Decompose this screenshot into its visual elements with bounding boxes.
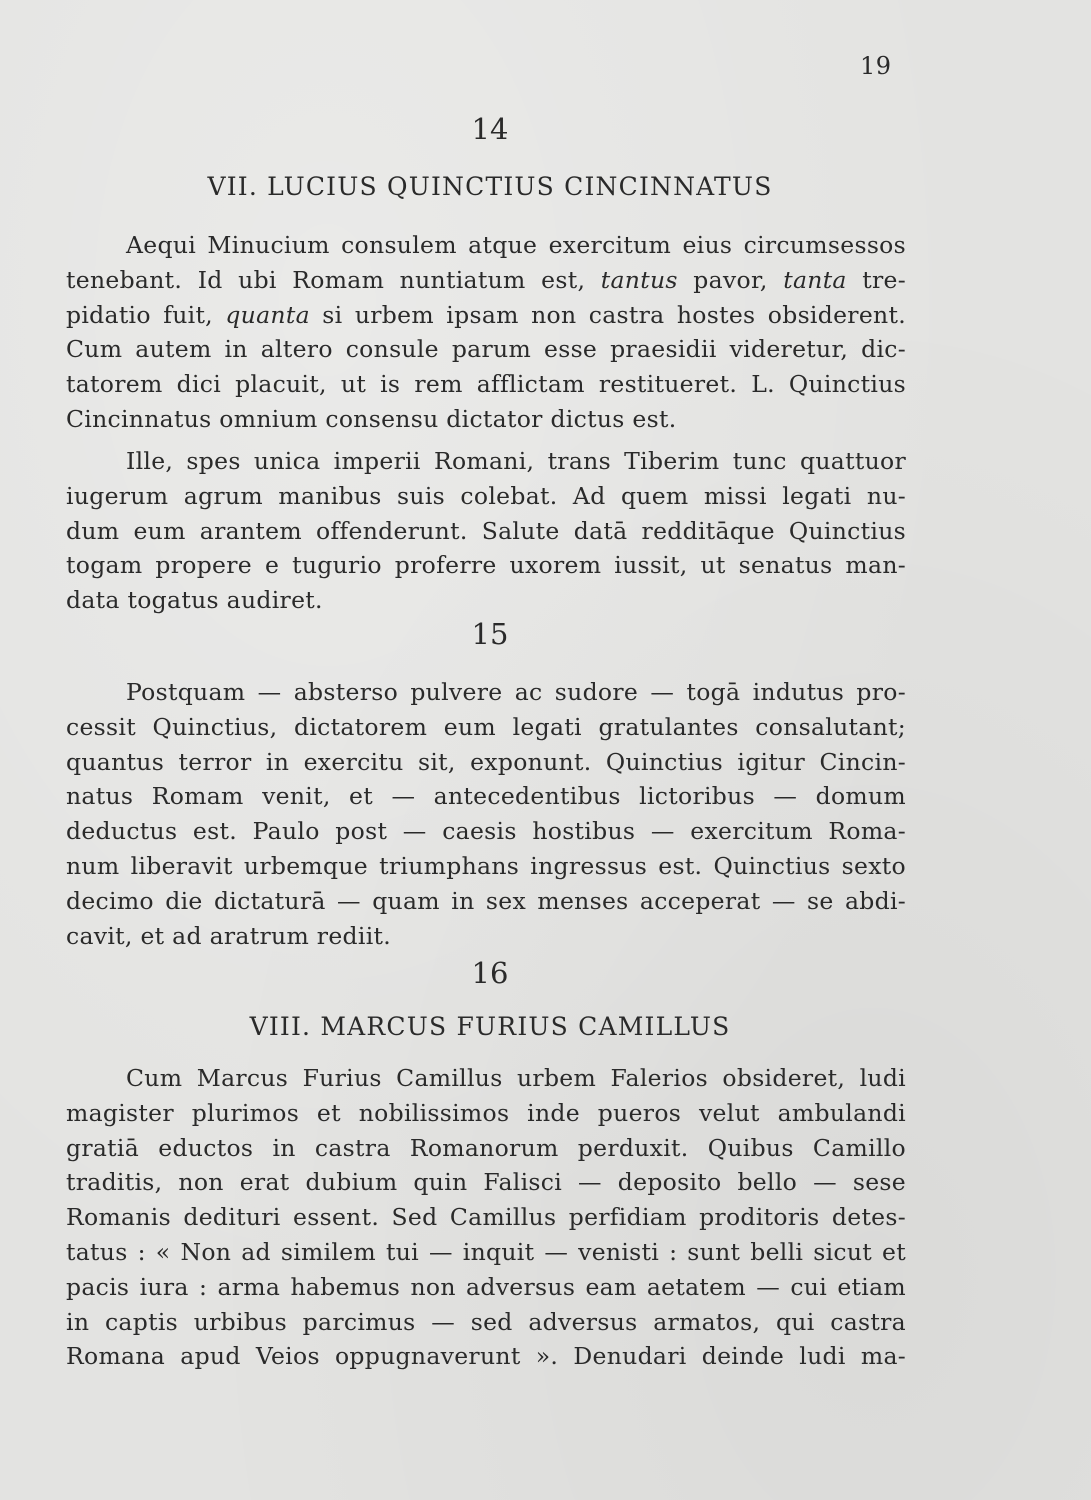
- text-line: dum eum arantem offenderunt. Salute datā redditāque Quinctius: [66, 516, 906, 545]
- text-line: deductus est. Paulo post — caesis hostibus — exercitum Roma-: [66, 817, 906, 846]
- text-line: Ille, spes unica imperii Romani, trans Tiberim tunc quattuor: [126, 447, 906, 475]
- paragraph-aequi: [66, 228, 906, 437]
- text-line: tenebant. Id ubi Romam nuntiatum est, tantus pavor, tanta tre-: [66, 265, 906, 294]
- paragraph-postquam: [66, 675, 906, 953]
- paragraph-ille: [66, 444, 906, 618]
- text-line: Romanis dedituri essent. Sed Camillus perfidiam proditoris detes-: [66, 1203, 906, 1232]
- text-line: natus Romam venit, et — antecedentibus lictoribus — domum: [66, 782, 906, 811]
- text-line: gratiā eductos in castra Romanorum perduxit. Quibus Camillo: [66, 1133, 906, 1162]
- text-line: Cincinnatus omnium consensu dictator dictus est.: [66, 404, 677, 433]
- text-line: iugerum agrum manibus suis colebat. Ad quem missi legati nu-: [66, 481, 906, 510]
- page-number: 19: [860, 52, 892, 80]
- text-line: cessit Quinctius, dictatorem eum legati gratulantes consalutant;: [66, 712, 906, 741]
- text-line: pacis iura : arma habemus non adversus eam aetatem — cui etiam: [66, 1272, 906, 1301]
- paragraph-cum-marcus: [66, 1061, 906, 1374]
- text-line: Aequi Minucium consulem atque exercitum eius circumsessos: [126, 231, 906, 259]
- text-line: Postquam — absterso pulvere ac sudore — togā indutus pro-: [126, 678, 906, 706]
- chapter-title-viii: VIII. MARCUS FURIUS CAMILLUS: [249, 1012, 731, 1041]
- text-line: data togatus audiret.: [66, 586, 323, 615]
- text-line: tatus : « Non ad similem tui — inquit — venisti : sunt belli sicut et: [66, 1237, 906, 1266]
- text-line: Romana apud Veios oppugnaverunt ». Denudari deinde ludi ma-: [66, 1342, 906, 1371]
- text-line: Cum Marcus Furius Camillus urbem Falerios obsideret, ludi: [126, 1064, 906, 1092]
- text-line: in captis urbibus parcimus — sed adversus armatos, qui castra: [66, 1307, 906, 1336]
- text-line: traditis, non erat dubium quin Falisci — deposito bello — sese: [66, 1168, 906, 1197]
- text-line: Cum autem in altero consule parum esse praesidii videretur, dic-: [66, 335, 906, 364]
- chapter-title-vii: VII. LUCIUS QUINCTIUS CINCINNATUS: [207, 172, 773, 201]
- text-line: togam propere e tugurio proferre uxorem iussit, ut senatus man-: [66, 551, 906, 580]
- text-line: quantus terror in exercitu sit, exponunt. Quinctius igitur Cincin-: [66, 747, 906, 776]
- text-line: decimo die dictaturā — quam in sex menses acceperat — se abdi-: [66, 886, 906, 915]
- text-line: pidatio fuit, quanta si urbem ipsam non castra hostes obsiderent.: [66, 300, 906, 329]
- text-line: cavit, et ad aratrum rediit.: [66, 921, 392, 950]
- section-number-14: 14: [471, 112, 509, 146]
- section-number-15: 15: [471, 617, 509, 651]
- text-line: tatorem dici placuit, ut is rem afflictam restitueret. L. Quinctius: [66, 370, 906, 399]
- text-line: num liberavit urbemque triumphans ingressus est. Quinctius sexto: [66, 851, 906, 880]
- text-line: magister plurimos et nobilissimos inde pueros velut ambulandi: [66, 1098, 906, 1127]
- section-number-16: 16: [471, 956, 509, 990]
